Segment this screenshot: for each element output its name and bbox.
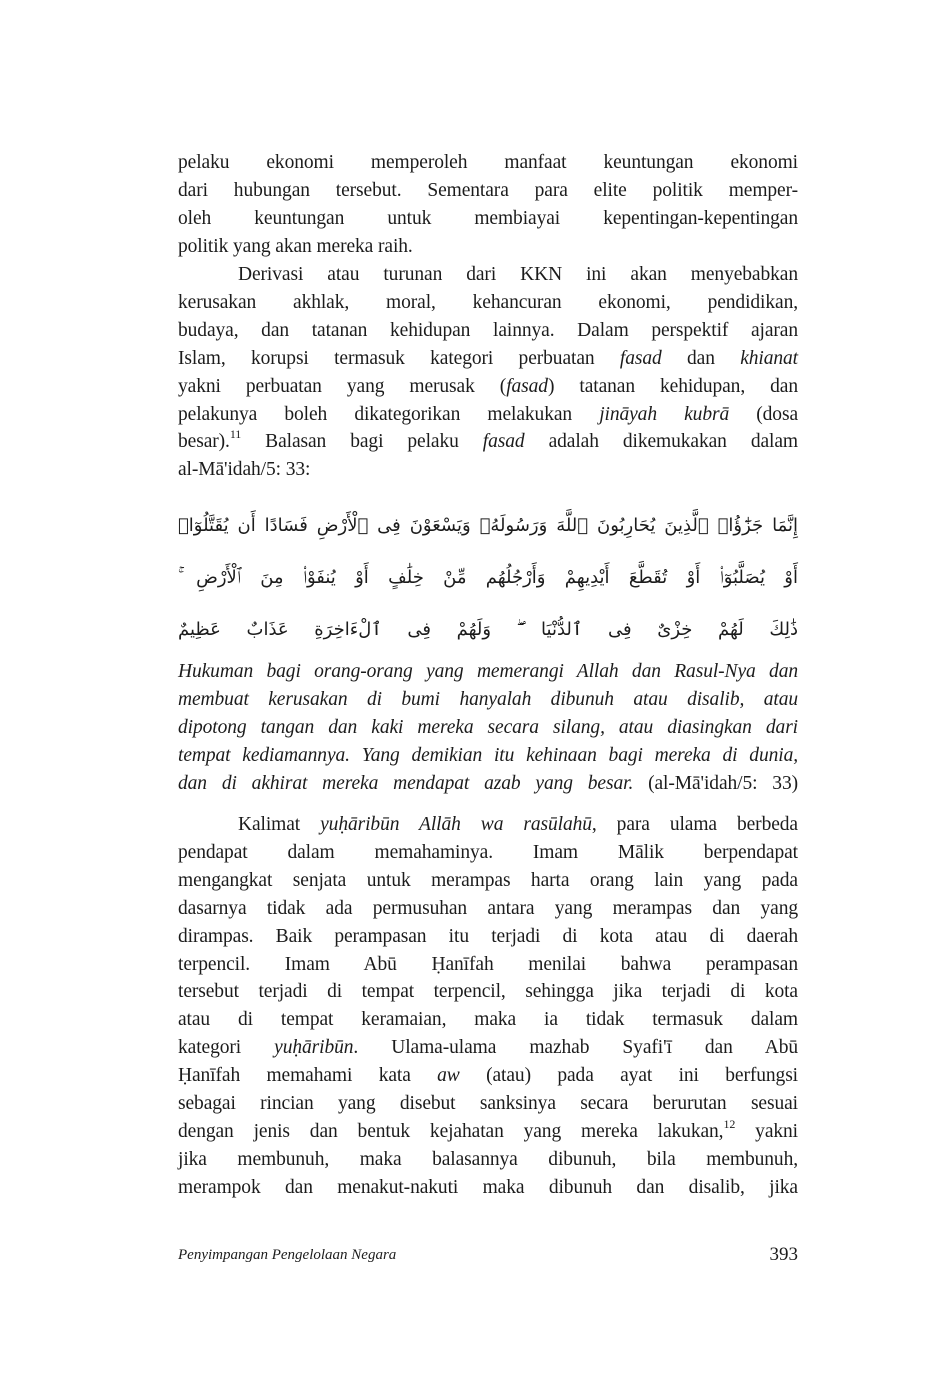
text-line xyxy=(178,604,798,656)
text-segment: sebagai rincian yang disebut sanksinya secara berurutan sesuai xyxy=(178,1093,798,1115)
text-segment: fasad xyxy=(506,375,548,397)
text-line xyxy=(178,177,798,205)
text-segment: dan di akhirat mereka mendapat azab yang besar. xyxy=(178,772,634,794)
text-segment: aw xyxy=(437,1065,460,1087)
text-line xyxy=(178,149,798,177)
text-line xyxy=(178,923,798,951)
running-footer-title: Penyimpangan Pengelolaan Negara xyxy=(178,1247,397,1263)
text-segment: . Ulama-ulama mazhab Syafi'ī dan Abū xyxy=(353,1037,798,1059)
text-line xyxy=(178,261,798,289)
text-line xyxy=(178,428,798,456)
text-segment: أَوْ يُصَلَّبُوٓا۟ أَوْ تُقَطَّعَ أَيْدِيهِمْ وَأَرْجُلُهُم مِّنْ خِلَٰفٍ أَوْ يُنفَوْا۟ مِنَ ٱلْأَرْضِ ۚ xyxy=(178,567,798,588)
text-segment: Kalimat xyxy=(238,814,321,835)
text-segment: al-Mā'idah/5: 33: xyxy=(178,459,311,481)
text-line xyxy=(178,401,798,429)
text-segment: Islam, korupsi termasuk kategori perbuatan xyxy=(178,347,620,369)
text-segment: politik yang akan mereka raih. xyxy=(178,235,413,257)
text-segment: yuḥāribūn Allāh wa rasūlahū xyxy=(320,814,592,835)
text-segment: atau di tempat keramaian, maka ia tidak termasuk dalam xyxy=(178,1009,798,1031)
text-segment: budaya, dan tatanan kehidupan lainnya. Dalam perspektif ajaran xyxy=(178,319,798,341)
text-line xyxy=(178,686,798,714)
text-segment: dari hubungan tersebut. Sementara para elite politik memper- xyxy=(178,179,798,201)
text-segment: Balasan bagi pelaku xyxy=(241,431,483,453)
text-segment: besar). xyxy=(178,431,230,453)
text-line xyxy=(178,500,798,552)
text-line xyxy=(178,345,798,373)
text-line xyxy=(178,658,798,686)
text-segment: , para ulama berbeda xyxy=(591,814,798,835)
text-line xyxy=(178,205,798,233)
verse-translation xyxy=(178,658,798,798)
text-segment: adalah dikemukakan dalam xyxy=(524,431,798,453)
text-segment: fasad xyxy=(619,347,662,369)
page-number: 393 xyxy=(769,1244,798,1265)
text-segment: إِنَّمَا جَزَٰٓؤُا۟ ٱلَّذِينَ يُحَارِبُونَ ٱللَّهَ وَرَسُولَهُۥ وَيَسْعَوْنَ فِى ٱلْأَرْضِ فَسَادًا أَن يُقَتَّلُوٓا۟ xyxy=(178,515,798,536)
text-segment: tempat kediamannya. Yang demikian itu kehinaan bagi mereka di dunia, xyxy=(178,744,798,766)
text-segment: mengangkat senjata untuk merampas harta orang lain yang pada xyxy=(178,869,798,891)
text-segment: kategori xyxy=(178,1037,275,1059)
text-segment: yakni perbuatan yang merusak ( xyxy=(178,375,507,397)
text-segment: khianat xyxy=(740,347,798,369)
text-segment: (dosa xyxy=(729,403,799,425)
text-line xyxy=(178,770,798,798)
text-segment: dasarnya tidak ada permusuhan antara yang merampas dan yang xyxy=(178,897,798,919)
text-line xyxy=(178,1118,798,1146)
text-segment: pendapat dalam memahaminya. Imam Mālik berpendapat xyxy=(178,841,798,863)
text-segment: jināyah kubrā xyxy=(599,403,730,425)
text-line xyxy=(178,1090,798,1118)
text-line xyxy=(178,1146,798,1174)
text-line xyxy=(178,373,798,401)
text-line xyxy=(178,233,798,261)
text-segment: (atau) pada ayat ini berfungsi xyxy=(459,1065,798,1087)
paragraph-3 xyxy=(178,811,798,1202)
footnote-ref: 12 xyxy=(723,1116,736,1131)
text-line xyxy=(178,978,798,1006)
text-segment: Ḥanīfah memahami kata xyxy=(178,1065,438,1087)
text-line xyxy=(178,714,798,742)
text-segment: fasad xyxy=(482,431,525,453)
text-segment: tersebut terjadi di tempat terpencil, sehingga jika terjadi di kota xyxy=(178,981,798,1003)
text-line xyxy=(178,552,798,604)
text-segment: pelakunya boleh dikategorikan melakukan xyxy=(178,403,600,425)
text-segment: dengan jenis dan bentuk kejahatan yang mereka lakukan, xyxy=(178,1120,724,1142)
text-segment: Derivasi atau turunan dari KKN ini akan menyebabkan xyxy=(238,264,798,285)
text-segment: merampok dan menakut-nakuti maka dibunuh dan disalib, jika xyxy=(178,1176,798,1198)
text-segment: oleh keuntungan untuk membiayai kepentingan-kepentingan xyxy=(178,207,798,229)
text-line xyxy=(178,839,798,867)
text-segment: jika membunuh, maka balasannya dibunuh, bila membunuh, xyxy=(178,1148,798,1170)
footnote-ref: 11 xyxy=(229,427,242,442)
text-line xyxy=(178,1062,798,1090)
text-segment: terpencil. Imam Abū Ḥanīfah menilai bahwa perampasan xyxy=(178,953,798,975)
text-line xyxy=(178,289,798,317)
text-line xyxy=(178,811,798,839)
text-line xyxy=(178,1006,798,1034)
text-line xyxy=(178,456,798,484)
text-segment: dirampas. Baik perampasan itu terjadi di kota atau di daerah xyxy=(178,925,798,947)
text-line xyxy=(178,951,798,979)
text-segment: (al-Mā'idah/5: 33) xyxy=(633,772,799,794)
text-line xyxy=(178,317,798,345)
text-segment: yakni xyxy=(735,1120,798,1142)
text-line xyxy=(178,742,798,770)
paragraph-2 xyxy=(178,261,798,484)
paragraph-1 xyxy=(178,149,798,261)
text-segment: dan xyxy=(661,347,741,369)
text-segment: yuḥāribūn xyxy=(274,1037,354,1059)
text-segment: ذَٰلِكَ لَهُمْ خِزْىٌ فِى ٱلدُّنْيَا ۖ وَلَهُمْ فِى ٱلْءَاخِرَةِ عَذَابٌ عَظِيمٌ xyxy=(178,619,798,640)
text-line xyxy=(178,867,798,895)
quran-verse-arabic xyxy=(178,500,798,656)
text-line xyxy=(178,1034,798,1062)
text-segment: Hukuman bagi orang-orang yang memerangi Allah dan Rasul-Nya dan xyxy=(178,661,798,682)
text-segment: ) tatanan kehidupan, dan xyxy=(547,375,798,397)
text-line xyxy=(178,1174,798,1202)
text-line xyxy=(178,895,798,923)
text-segment: dipotong tangan dan kaki mereka secara silang, atau diasingkan dari xyxy=(178,716,798,738)
text-segment: pelaku ekonomi memperoleh manfaat keuntungan ekonomi xyxy=(178,152,798,173)
text-segment: membuat kerusakan di bumi hanyalah dibunuh atau disalib, atau xyxy=(178,688,798,710)
text-segment: kerusakan akhlak, moral, kehancuran ekonomi, pendidikan, xyxy=(178,291,798,313)
